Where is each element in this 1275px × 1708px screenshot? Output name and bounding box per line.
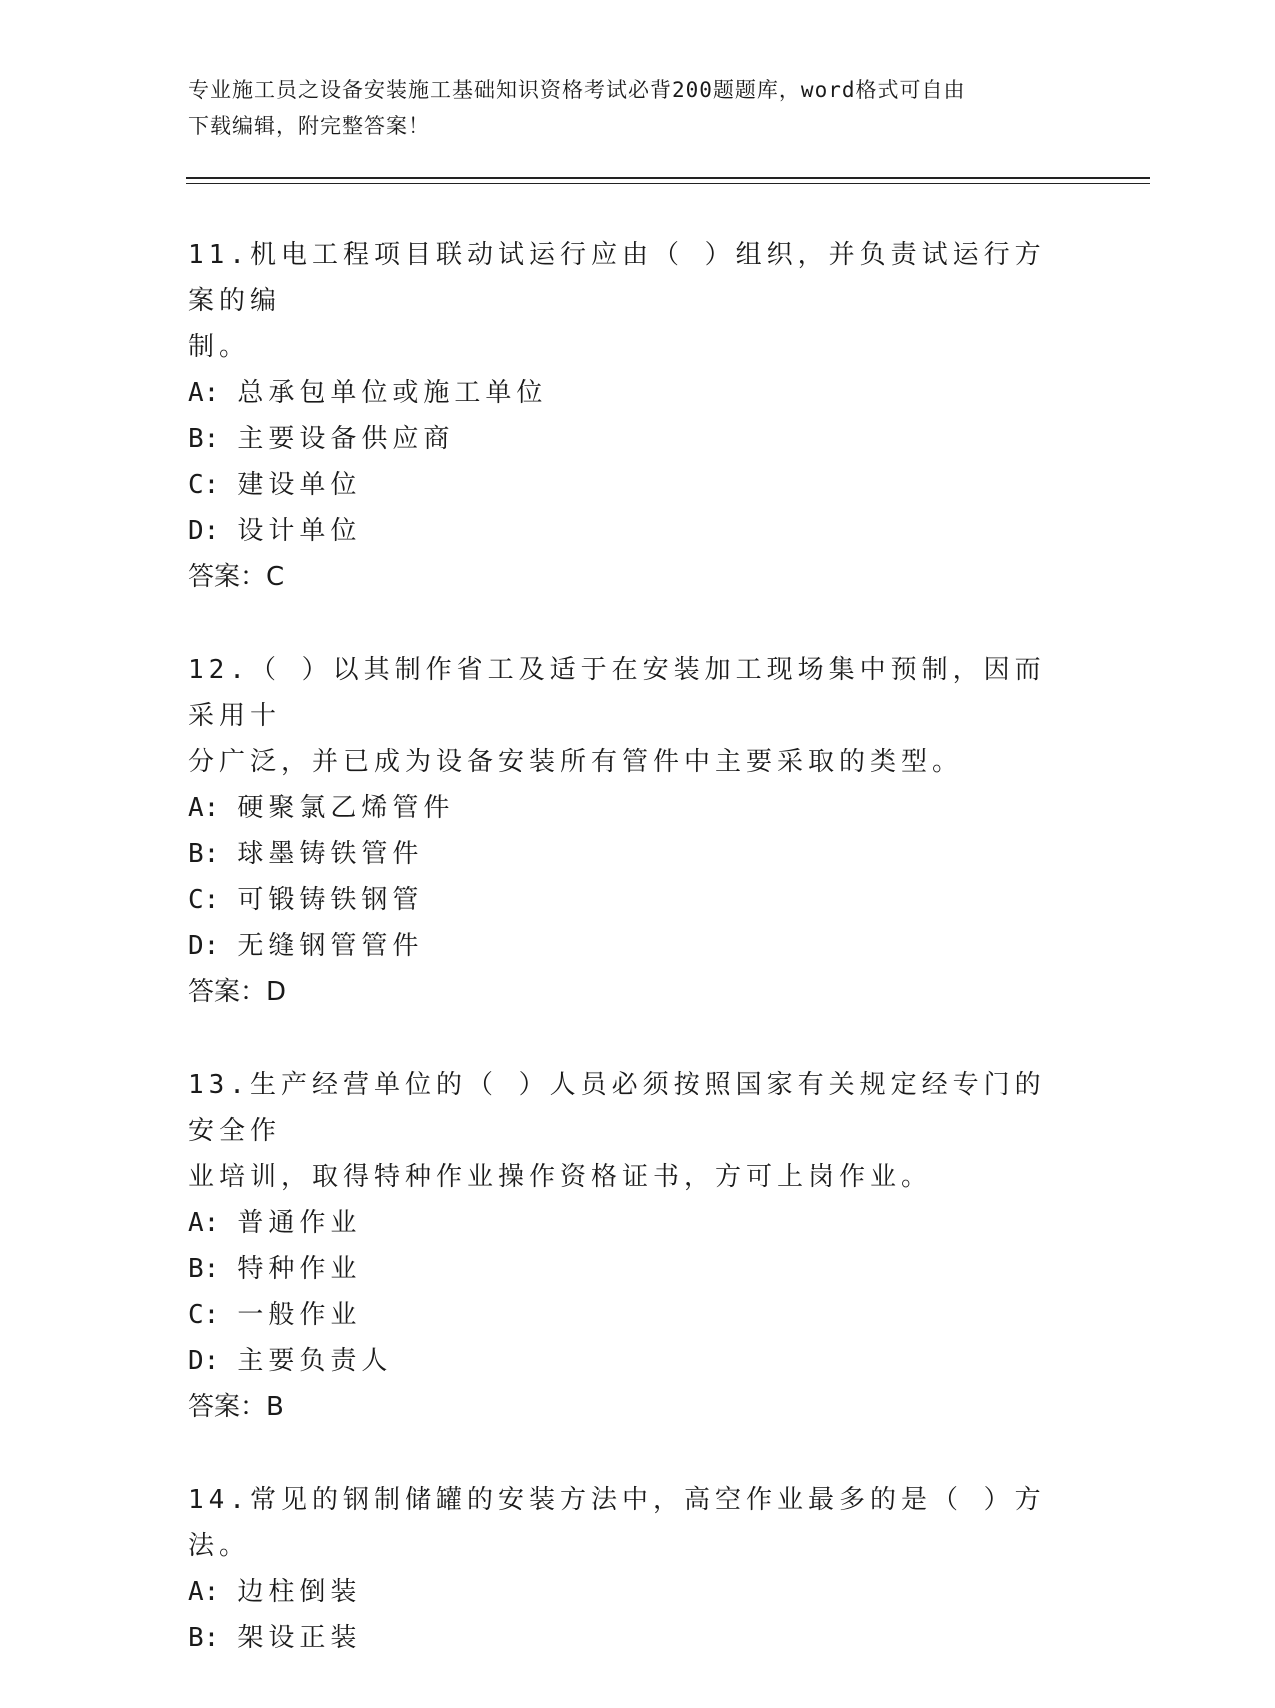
option-letter: A (188, 1208, 204, 1238)
option-letter: B (188, 839, 204, 869)
option-letter: D (188, 1346, 204, 1376)
option-text: 建设单位 (237, 470, 362, 500)
option-letter: A (188, 793, 204, 823)
option-b (188, 1246, 1068, 1292)
option-letter: D (188, 931, 204, 961)
question-stem: 11.机电工程项目联动试运行应由（ ）组织，并负责试运行方案的编 (188, 240, 1046, 316)
question-stem: 12.（ ）以其制作省工及适于在安装加工现场集中预制，因而采用十 (188, 655, 1046, 731)
option-c (188, 462, 1068, 508)
question-14 (188, 1477, 1068, 1661)
option-colon: : (203, 424, 220, 454)
option-colon: : (203, 1623, 220, 1653)
option-a (188, 1569, 1068, 1615)
header-line-1: 专业施工员之设备安装施工基础知识资格考试必背200题题库，word格式可自由 (188, 78, 966, 102)
option-text: 特种作业 (237, 1254, 362, 1284)
question-list (188, 232, 1068, 1708)
question-stem-continued: 业培训，取得特种作业操作资格证书，方可上岗作业。 (188, 1162, 933, 1192)
option-text: 设计单位 (237, 516, 362, 546)
option-colon: : (203, 1300, 220, 1330)
option-letter: C (188, 1300, 204, 1330)
option-d (188, 923, 1068, 969)
option-letter: A (188, 378, 204, 408)
option-a (188, 785, 1068, 831)
option-b (188, 416, 1068, 462)
answer: 答案：B (188, 1392, 284, 1422)
question-stem-continued: 制。 (188, 332, 251, 362)
option-colon: : (203, 1577, 220, 1607)
option-text: 硬聚氯乙烯管件 (237, 793, 455, 823)
option-letter: B (188, 1623, 204, 1653)
option-d (188, 1338, 1068, 1384)
option-letter: B (188, 1254, 204, 1284)
option-colon: : (203, 1346, 220, 1376)
option-text: 一般作业 (237, 1300, 362, 1330)
option-d (188, 508, 1068, 554)
option-letter: C (188, 885, 204, 915)
option-text: 球墨铸铁管件 (237, 839, 424, 869)
option-colon: : (203, 1254, 220, 1284)
option-letter: D (188, 516, 204, 546)
option-colon: : (203, 378, 220, 408)
answer: 答案：C (188, 562, 285, 592)
option-text: 总承包单位或施工单位 (237, 378, 548, 408)
option-b (188, 831, 1068, 877)
question-stem: 14.常见的钢制储罐的安装方法中，高空作业最多的是（ ）方法。 (188, 1485, 1046, 1561)
question-13 (188, 1062, 1068, 1430)
question-stem-continued: 分广泛，并已成为设备安装所有管件中主要采取的类型。 (188, 747, 964, 777)
option-colon: : (203, 885, 220, 915)
option-letter: A (188, 1577, 204, 1607)
option-letter: C (188, 470, 204, 500)
option-text: 普通作业 (237, 1208, 362, 1238)
option-text: 无缝钢管管件 (237, 931, 424, 961)
option-text: 主要负责人 (237, 1346, 393, 1376)
option-colon: : (203, 793, 220, 823)
option-text: 可锻铸铁钢管 (237, 885, 424, 915)
option-a (188, 1200, 1068, 1246)
option-colon: : (203, 931, 220, 961)
document-header (188, 72, 1068, 144)
question-stem: 13.生产经营单位的（ ）人员必须按照国家有关规定经专门的安全作 (188, 1070, 1046, 1146)
header-divider-thin (186, 183, 1150, 184)
option-c (188, 1292, 1068, 1338)
option-colon: : (203, 470, 220, 500)
option-colon: : (203, 839, 220, 869)
header-divider-thick (186, 177, 1150, 179)
option-text: 边柱倒装 (237, 1577, 362, 1607)
question-11 (188, 232, 1068, 600)
option-b (188, 1615, 1068, 1661)
option-letter: B (188, 424, 204, 454)
option-text: 架设正装 (237, 1623, 362, 1653)
question-12 (188, 647, 1068, 1015)
option-colon: : (203, 1208, 220, 1238)
option-a (188, 370, 1068, 416)
answer: 答案：D (188, 977, 287, 1007)
option-text: 主要设备供应商 (237, 424, 455, 454)
header-line-2: 下载编辑，附完整答案！ (188, 114, 430, 138)
option-c (188, 877, 1068, 923)
option-colon: : (203, 516, 220, 546)
